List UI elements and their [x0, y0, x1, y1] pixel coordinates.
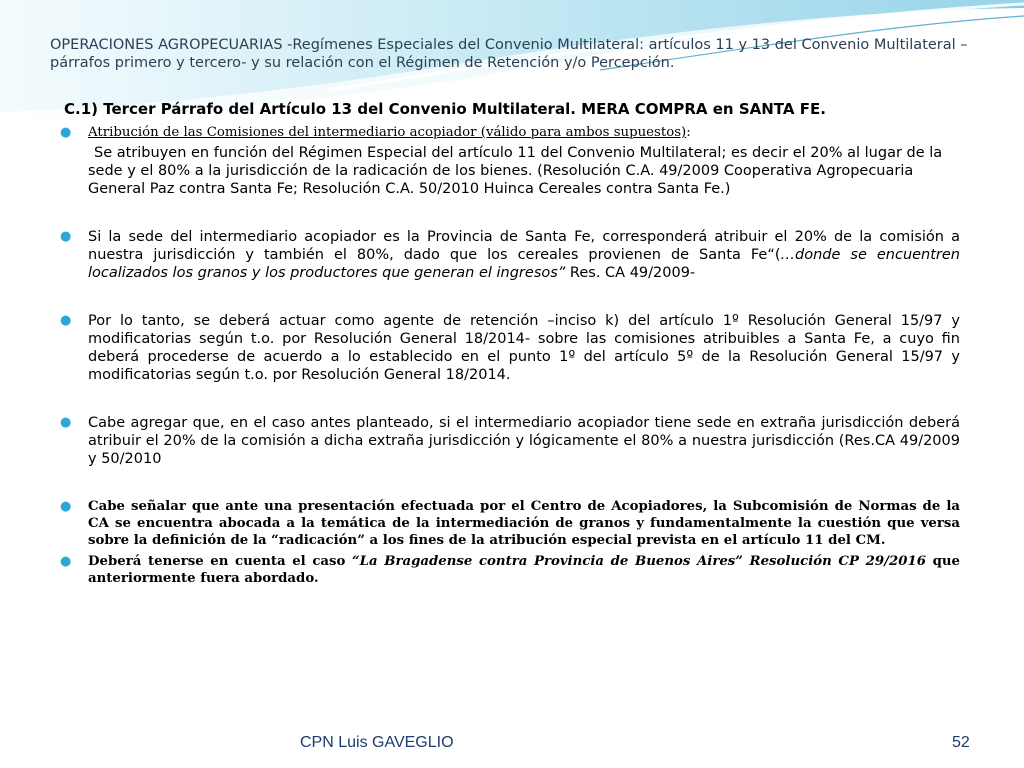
item-text: Cabe agregar que, en el caso antes planteado, si el intermediario acopiador tiene sede en extraña jurisdicción deberá atribuir el 20% de la comisión a dicha extraña jurisdicción y lógicamente el 80% a nuestra jurisdicción (Res.CA 49/2009 y 50/2010	[88, 415, 960, 467]
page-number: 52	[952, 734, 970, 751]
item-text-start: Si la sede del intermediario acopiador es la Provincia de Santa Fe, corresponderá atribuir el 20% de la comisión a nuestra jurisdicción y también el 80%, dado que los cereales provienen de Santa Fe“(	[88, 229, 960, 263]
attribution-heading: Atribución de las Comisiones del intermediario acopiador (válido para ambos supuestos)	[88, 125, 687, 140]
bullet-icon: ●	[60, 499, 72, 514]
footer-author: CPN Luis GAVEGLIO	[300, 734, 454, 751]
item-text-start: Deberá tenerse en cuenta el caso	[88, 554, 352, 569]
bullet-icon: ●	[60, 229, 72, 244]
list-item	[60, 414, 960, 468]
list-item	[60, 124, 960, 141]
slide-title: OPERACIONES AGROPECUARIAS -Regímenes Especiales del Convenio Multilateral: artículos 11 y 13 del Convenio Multilateral –párrafos primero y tercero- y su relación con el Régimen de Retención y/o Percepción.	[50, 37, 968, 71]
item-text: Por lo tanto, se deberá actuar como agente de retención –inciso k) del artículo 1º Resolución General 15/97 y modificatorias según t.o. por Resolución General 18/2014- sobre las comisiones atribuibles a Santa Fe, a cuyo fin deberá procederse de acuerdo a lo establecido en el punto 1º del artículo 5º de la Resolución General 15/97 y modificatorias según t.o. por Resolución General 18/2014.	[88, 313, 960, 383]
bullet-icon: ●	[60, 125, 72, 140]
item-text-end: que anteriormente fuera abordado.	[88, 554, 960, 586]
case-reference: “La Bragadense contra Provincia de Buenos Aires” Resolución CP 29/2016	[352, 554, 926, 569]
list-item	[60, 312, 960, 384]
attribution-colon: :	[686, 125, 691, 140]
bullet-icon: ●	[60, 415, 72, 430]
list-item	[60, 498, 960, 549]
bullet-icon: ●	[60, 313, 72, 328]
item-quote: …donde se encuentren localizados los granos y los productores que generan el ingresos”	[88, 247, 961, 281]
content-list	[60, 124, 960, 587]
list-item	[60, 228, 960, 282]
item-text-end: Res. CA 49/2009-	[565, 265, 696, 281]
attribution-paragraph: Se atribuyen en función del Régimen Especial del artículo 11 del Convenio Multilateral; es decir el 20% al lugar de la sede y el 80% a la jurisdicción de la radicación de los bienes. (Resolución C.A. 49/2009 Cooperativa Agropecuaria General Paz contra Santa Fe; Resolución C.A. 50/2010 Huinca Cereales contra Santa Fe.)	[88, 145, 943, 197]
bullet-icon: ●	[60, 554, 72, 569]
item-text: Cabe señalar que ante una presentación efectuada por el Centro de Acopiadores, la Subcomisión de Normas de la CA se encuentra abocada a la temática de la intermediación de granos y fundamentalmente la cuestión que versa sobre la definición de la “radicación” a los fines de la atribución especial prevista en el artículo 11 del CM.	[88, 499, 960, 548]
section-subheading: C.1) Tercer Párrafo del Artículo 13 del Convenio Multilateral. MERA COMPRA en SANTA FE.	[64, 100, 826, 118]
list-item	[60, 553, 960, 587]
